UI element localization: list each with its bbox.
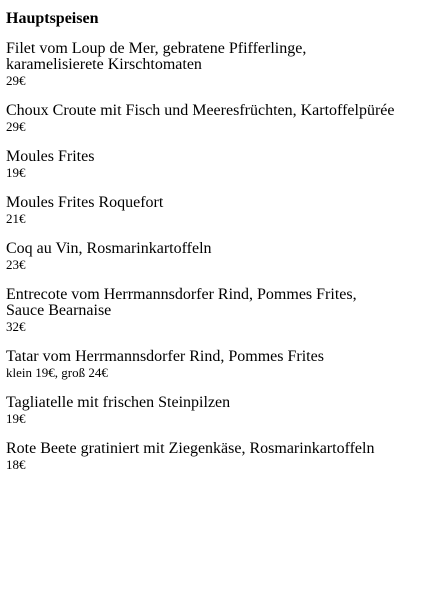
menu-item-name: Moules Frites Roquefort xyxy=(6,194,164,211)
menu-heading: Hauptspeisen xyxy=(6,10,99,27)
menu-item-price: 21€ xyxy=(6,211,26,226)
menu-item-name: Tagliatelle mit frischen Steinpilzen xyxy=(6,394,231,411)
menu-item-name: Tatar vom Herrmannsdorfer Rind, Pommes Frites xyxy=(6,348,324,365)
menu-item-list xyxy=(6,41,443,473)
menu-item-price: 19€ xyxy=(6,411,26,426)
menu-item-name: Entrecote vom Herrmannsdorfer Rind, Pommes Frites, Sauce Bearnaise xyxy=(6,286,357,319)
menu-item-price: 32€ xyxy=(6,319,26,334)
menu-item-name: Coq au Vin, Rosmarinkartoffeln xyxy=(6,240,212,257)
menu-item xyxy=(6,195,443,227)
menu-item xyxy=(6,395,443,427)
menu-item xyxy=(6,441,443,473)
menu-item-name: Filet vom Loup de Mer, gebratene Pfifferlinge, karamelisierete Kirschtomaten xyxy=(6,40,307,73)
menu-item-price: 18€ xyxy=(6,457,26,472)
menu-item xyxy=(6,349,443,381)
menu-item-price: 29€ xyxy=(6,119,26,134)
menu-item xyxy=(6,241,443,273)
menu-item-price: klein 19€, groß 24€ xyxy=(6,365,108,380)
menu-item-name: Rote Beete gratiniert mit Ziegenkäse, Rosmarinkartoffeln xyxy=(6,440,375,457)
menu-item-price: 19€ xyxy=(6,165,26,180)
menu-item xyxy=(6,287,443,335)
menu-item xyxy=(6,41,443,89)
menu-item xyxy=(6,103,443,135)
menu-item-name: Moules Frites xyxy=(6,148,95,165)
menu-item-price: 29€ xyxy=(6,73,26,88)
menu-item xyxy=(6,149,443,181)
menu-item-name: Choux Croute mit Fisch und Meeresfrüchten, Kartoffelpürée xyxy=(6,102,395,119)
menu-item-price: 23€ xyxy=(6,257,26,272)
